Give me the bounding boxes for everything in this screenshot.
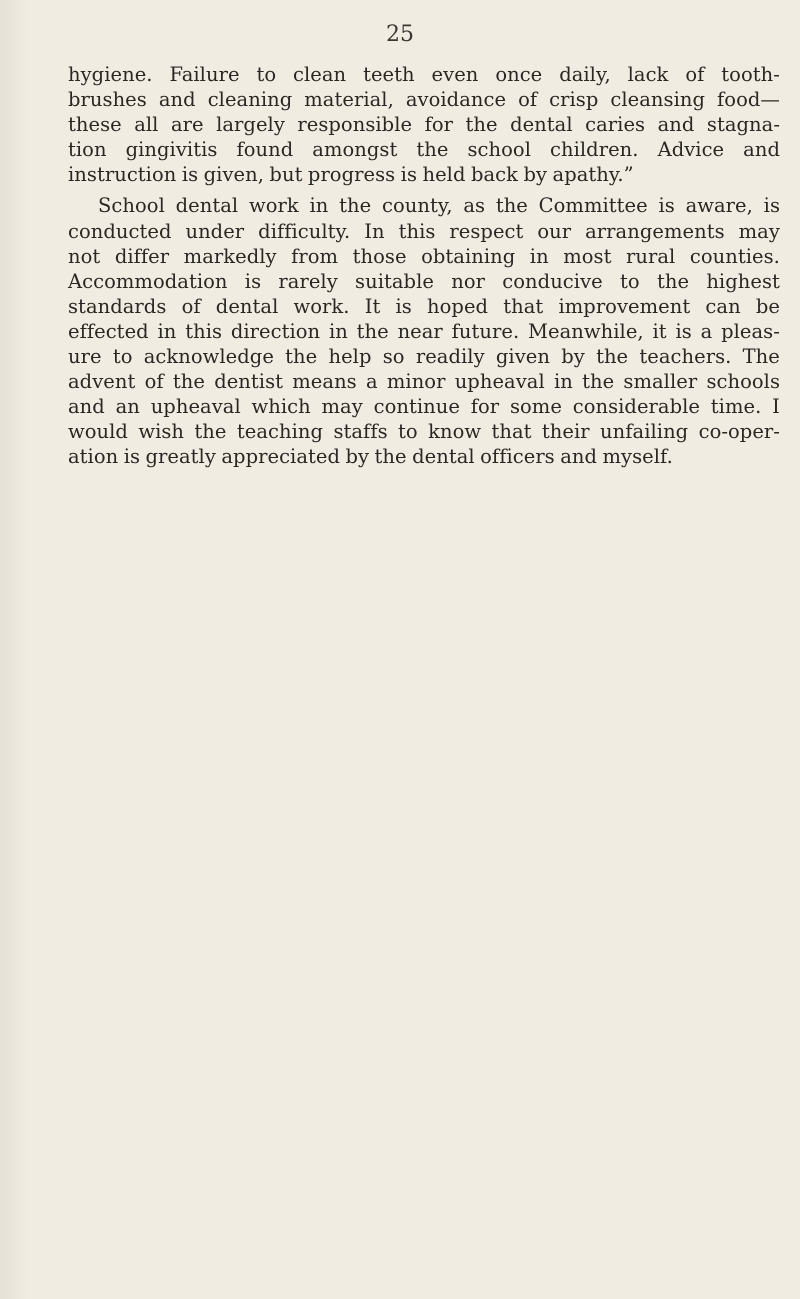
- word: Meanwhile,: [528, 319, 644, 343]
- text-line: [68, 269, 780, 294]
- word: stagna-: [706, 113, 780, 137]
- word: is: [395, 294, 412, 318]
- word: is: [244, 269, 262, 293]
- word: which: [251, 395, 311, 419]
- word: rural: [626, 244, 676, 268]
- text-line: [68, 344, 780, 369]
- word: is: [123, 445, 141, 469]
- word: and: [657, 113, 695, 137]
- word: may: [738, 219, 780, 243]
- word: in: [529, 244, 549, 268]
- word: standards: [68, 294, 167, 318]
- word: responsible: [297, 113, 413, 137]
- word: greatly: [145, 445, 216, 469]
- word: markedly: [183, 244, 277, 268]
- word: school: [467, 138, 532, 162]
- word: the: [339, 194, 372, 218]
- text-line: [68, 419, 780, 444]
- word: cleansing: [610, 88, 706, 112]
- word: know: [428, 420, 482, 444]
- word: aware,: [685, 194, 753, 218]
- word: future.: [451, 319, 520, 343]
- word: teeth: [363, 63, 415, 86]
- text-line: [68, 112, 780, 137]
- word: Advice: [657, 138, 725, 162]
- word: that: [503, 294, 544, 318]
- word: the: [356, 319, 389, 343]
- word: in: [553, 370, 573, 394]
- word: in: [309, 194, 329, 218]
- word: largely: [216, 113, 285, 137]
- word: back: [470, 163, 518, 187]
- word: nor: [451, 269, 486, 293]
- word: means: [292, 370, 357, 394]
- word: It: [364, 294, 381, 318]
- word: from: [291, 244, 339, 268]
- body-text: [68, 62, 780, 470]
- word: the: [194, 420, 227, 444]
- text-line: [68, 369, 780, 394]
- word: Failure: [169, 63, 240, 86]
- word: in: [157, 319, 177, 343]
- word: schools: [706, 370, 780, 394]
- word: to: [256, 63, 277, 86]
- word: in: [328, 319, 348, 343]
- word: by: [345, 445, 370, 469]
- word: those: [352, 244, 407, 268]
- word: pleas-: [721, 319, 780, 343]
- text-line: [68, 62, 780, 87]
- word: clean: [293, 63, 347, 86]
- word: teaching: [236, 420, 324, 444]
- word: appreciated: [221, 445, 341, 469]
- word: most: [563, 244, 612, 268]
- word: amongst: [312, 138, 398, 162]
- word: smaller: [623, 370, 698, 394]
- word: In: [364, 219, 385, 243]
- word: and: [68, 395, 105, 419]
- word: food—: [717, 88, 780, 112]
- word: dentist: [214, 370, 284, 394]
- word: children.: [550, 138, 639, 162]
- word: arrangements: [585, 219, 725, 243]
- paragraph-2: [68, 193, 780, 469]
- word: gingivitis: [125, 138, 218, 162]
- word: minor: [386, 370, 446, 394]
- word: of: [181, 294, 201, 318]
- word: for: [470, 395, 500, 419]
- word: acknowledge: [143, 345, 274, 369]
- word: of: [518, 88, 538, 112]
- text-line: [68, 219, 780, 244]
- word: dental: [215, 294, 279, 318]
- word: but: [269, 163, 303, 187]
- word: avoidance: [405, 88, 507, 112]
- word: the: [656, 269, 690, 293]
- word: readily: [415, 345, 485, 369]
- text-line: [68, 87, 780, 112]
- word: of: [144, 370, 164, 394]
- word: the: [285, 345, 318, 369]
- word: time.: [710, 395, 762, 419]
- word: for: [424, 113, 453, 137]
- word: teachers.: [639, 345, 732, 369]
- word: dental: [510, 113, 573, 137]
- word: hygiene.: [68, 63, 153, 86]
- word: by: [561, 345, 585, 369]
- word: difficulty.: [258, 219, 351, 243]
- word: and: [743, 138, 780, 162]
- word: dental: [412, 445, 475, 469]
- word: a: [365, 370, 378, 394]
- text-line: [68, 319, 780, 344]
- text-line: [68, 444, 780, 469]
- word: co-oper-: [698, 420, 780, 444]
- word: officers: [480, 445, 555, 469]
- word: unfailing: [600, 420, 689, 444]
- word: their: [541, 420, 590, 444]
- word: a: [700, 319, 713, 343]
- word: caries: [585, 113, 646, 137]
- word: and: [560, 445, 598, 469]
- word: tooth-: [721, 63, 780, 86]
- word: is: [400, 163, 418, 187]
- page-number: 25: [386, 22, 414, 47]
- word: to: [398, 420, 418, 444]
- word: can: [705, 294, 741, 318]
- word: the: [465, 113, 498, 137]
- word: respect: [449, 219, 524, 243]
- word: near: [397, 319, 443, 343]
- word: material,: [304, 88, 394, 112]
- word: held: [422, 163, 466, 187]
- word: our: [537, 219, 572, 243]
- word: help: [328, 345, 372, 369]
- word: this: [398, 219, 436, 243]
- word: all: [134, 113, 159, 137]
- word: daily,: [559, 63, 611, 86]
- word: myself.: [602, 445, 673, 469]
- word: direction: [230, 319, 321, 343]
- word: even: [431, 63, 479, 86]
- word: that: [491, 420, 532, 444]
- word: ure: [68, 345, 102, 369]
- word: upheaval: [150, 395, 241, 419]
- word: The: [742, 345, 780, 369]
- word: upheaval: [454, 370, 545, 394]
- word: once: [495, 63, 543, 86]
- word: is: [763, 194, 780, 218]
- word: not: [68, 244, 101, 268]
- word: lack: [627, 63, 669, 86]
- word: this: [185, 319, 223, 343]
- text-line: [68, 193, 780, 218]
- word: progress: [307, 163, 396, 187]
- word: brushes: [68, 88, 147, 112]
- word: county,: [381, 194, 453, 218]
- word: Accommodation: [68, 269, 228, 293]
- word: given: [495, 345, 550, 369]
- word: work.: [293, 294, 350, 318]
- word: are: [170, 113, 204, 137]
- word: apathy.”: [552, 163, 634, 187]
- word: conducted: [68, 219, 172, 243]
- word: under: [185, 219, 245, 243]
- word: is: [181, 163, 199, 187]
- word: the: [172, 370, 205, 394]
- word: cleaning: [207, 88, 293, 112]
- word: tion: [68, 138, 107, 162]
- word: as: [463, 194, 486, 218]
- word: School: [98, 194, 165, 218]
- word: counties.: [689, 244, 780, 268]
- text-line: [68, 394, 780, 419]
- word: be: [755, 294, 780, 318]
- paragraph-1: [68, 62, 780, 187]
- word: suitable: [355, 269, 434, 293]
- word: staffs: [333, 420, 388, 444]
- word: may: [321, 395, 363, 419]
- word: of: [685, 63, 705, 86]
- word: crisp: [549, 88, 599, 112]
- text-line: [68, 162, 780, 187]
- word: an: [115, 395, 140, 419]
- word: hoped: [427, 294, 489, 318]
- text-line: [68, 244, 780, 269]
- word: the: [374, 445, 407, 469]
- word: these: [68, 113, 122, 137]
- word: effected: [68, 319, 149, 343]
- text-line: [68, 137, 780, 162]
- word: continue: [373, 395, 460, 419]
- word: the: [416, 138, 449, 162]
- word: differ: [114, 244, 170, 268]
- word: ation: [68, 445, 119, 469]
- word: and: [158, 88, 196, 112]
- word: instruction: [68, 163, 177, 187]
- word: improvement: [558, 294, 691, 318]
- word: given,: [203, 163, 264, 187]
- word: conducive: [502, 269, 603, 293]
- word: by: [523, 163, 548, 187]
- word: the: [596, 345, 629, 369]
- word: would: [68, 420, 128, 444]
- word: dental: [175, 194, 239, 218]
- word: work: [248, 194, 299, 218]
- word: considerable: [572, 395, 701, 419]
- word: to: [112, 345, 133, 369]
- word: advent: [68, 370, 136, 394]
- word: the: [582, 370, 615, 394]
- word: obtaining: [421, 244, 516, 268]
- word: wish: [138, 420, 185, 444]
- word: the: [495, 194, 528, 218]
- word: so: [382, 345, 405, 369]
- word: Committee: [538, 194, 648, 218]
- word: to: [620, 269, 640, 293]
- text-line: [68, 294, 780, 319]
- word: found: [236, 138, 294, 162]
- word: is: [658, 194, 675, 218]
- word: some: [509, 395, 562, 419]
- word: rarely: [278, 269, 338, 293]
- word: highest: [706, 269, 780, 293]
- word: I: [772, 395, 780, 419]
- word: it: [652, 319, 667, 343]
- word: is: [675, 319, 692, 343]
